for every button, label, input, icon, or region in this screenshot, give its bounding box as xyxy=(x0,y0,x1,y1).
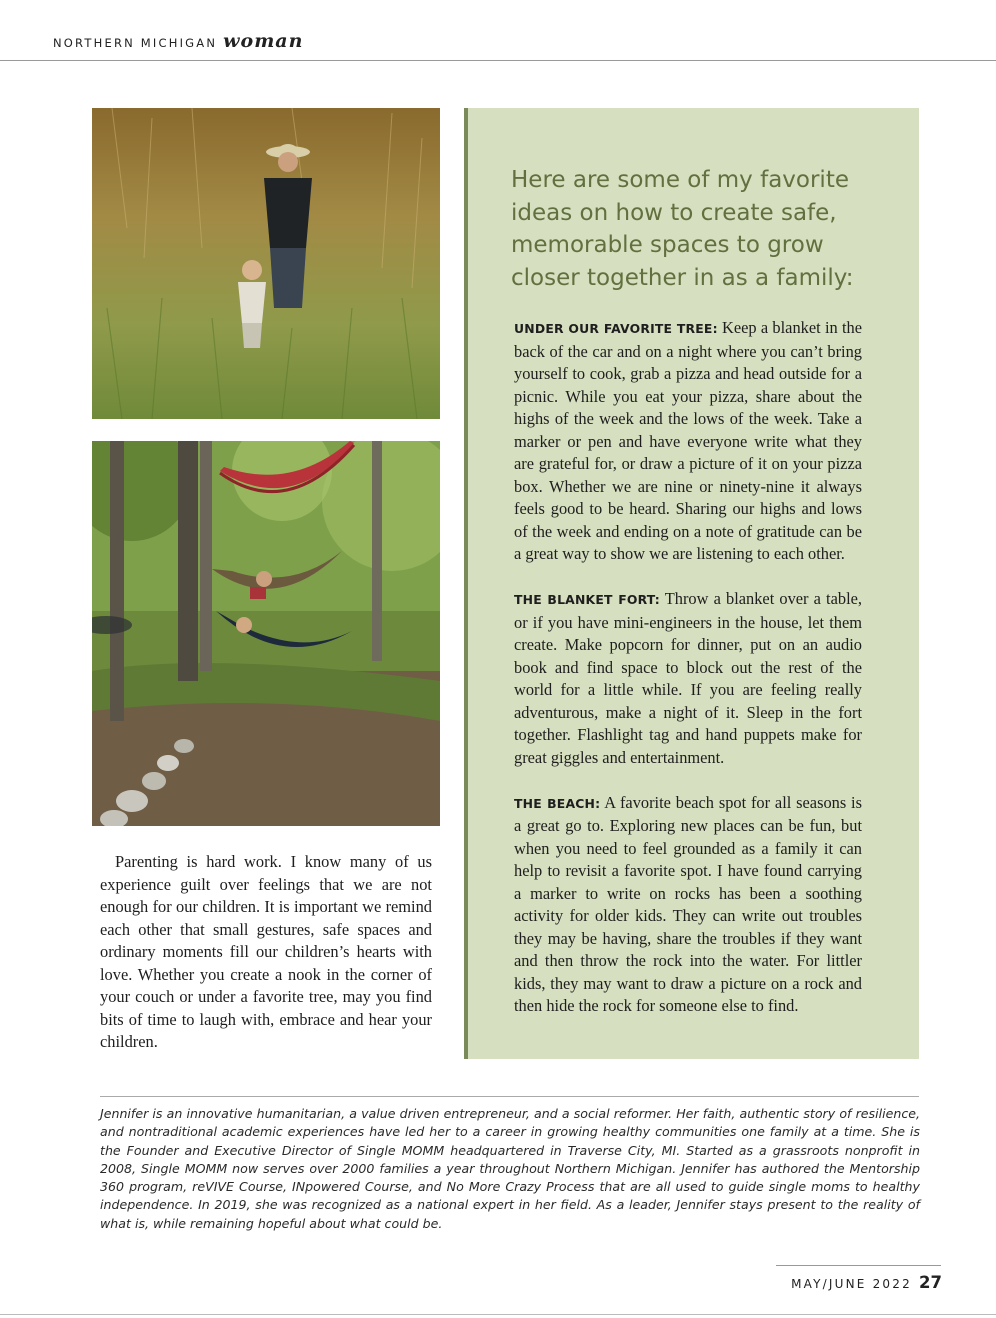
tip-body: Keep a blanket in the back of the car and on a night where you can’t bring yourself to cook, grab a pizza and head outside for a picnic. While you eat your pizza, share about the highs of the week and the lows of the week. Take a marker or pen and have everyone write what they are grateful for, or draw a picture of it on your pizza box. Whether we are nine or ninety-nine it always feels good to be heard. Sharing our highs and lows of the week and ending on a note of gratitude can be a great way to show we are listening to each other. xyxy=(514,318,862,563)
bio-divider xyxy=(100,1096,919,1097)
page-folio xyxy=(791,1273,942,1292)
publication-name: NORTHERN MICHIGAN xyxy=(53,36,218,50)
issue-date: MAY/JUNE 2022 xyxy=(791,1277,912,1291)
sidebar-heading: Here are some of my favorite ideas on how to create safe, memorable spaces to grow closer together in as a family: xyxy=(511,167,854,291)
intro-paragraph: Parenting is hard work. I know many of us experience guilt over feelings that we are not enough for our children. It is important we remind each other that small gestures, safe spaces and ordinary moments fill our children’s hearts with love. Whether you create a nook in the corner of your couch or under a favorite tree, may you find bits of time to laugh with, embrace and hear your children. xyxy=(100,852,432,1051)
tip-blanket-fort xyxy=(514,588,862,769)
masthead xyxy=(53,30,303,60)
tip-body: Throw a blanket over a table, or if you have mini-engineers in the house, let them create. Make popcorn for dinner, put on an audio book and find space to block out the rest of the world for a little while. If you are feeling really adventurous, make a night of it. Sleep in the fort together. Flashlight tag and hand puppets make for great giggles and entertainment. xyxy=(514,589,862,767)
tip-favorite-tree xyxy=(514,317,862,566)
tips-list xyxy=(514,317,862,1040)
tip-title: UNDER OUR FAVORITE TREE: xyxy=(514,321,718,336)
footer-divider xyxy=(776,1265,941,1266)
tip-beach xyxy=(514,792,862,1018)
tips-sidebar xyxy=(464,108,919,1059)
page-bottom-edge xyxy=(0,1314,996,1315)
tip-title: THE BLANKET FORT: xyxy=(514,592,660,607)
author-bio: Jennifer is an innovative humanitarian, a value driven entrepreneur, and a social reformer. Her faith, authentic story of resilience, and nontraditional academic experiences have led her to a career in growing healthy communities one family at a time. She is the Founder and Executive Director of Single MOMM headquartered in Traverse City, MI. Started as a grassroots nonprofit in 2008, Single MOMM now serves over 2000 families a year throughout Northern Michigan. Jennifer has authored the Mentorship 360 program, reVIVE Course, INpowered Course, and No More Crazy Process that are all used to guide single moms to healthy independence. In 2019, she was recognized as a national expert in her field. As a leader, Jennifer stays present to the reality of what is, while remaining hopeful about what could be. xyxy=(100,1106,920,1231)
publication-wordmark: woman xyxy=(223,30,304,52)
page-number: 27 xyxy=(919,1273,942,1292)
tip-body: A favorite beach spot for all seasons is a great go to. Exploring new places can be fun, but when you need to feel grounded as a family it can help to revisit a favorite spot. I have found carrying a marker to write on rocks has been a soothing activity for older kids. They can write out troubles they may be having, share the troubles if they want and then throw the rock into the water. For littler kids, they may want to draw a picture on a rock and then hide the rock for someone else to find. xyxy=(514,792,862,1015)
photo-hammocks-in-woods xyxy=(92,441,440,826)
photo-woman-and-child-in-tall-grass-icon xyxy=(92,108,440,419)
tip-title: THE BEACH: xyxy=(514,795,601,811)
photo-tall-grass-field xyxy=(92,108,440,419)
photo-children-in-hammocks-icon xyxy=(92,441,440,826)
header-divider xyxy=(0,60,996,61)
